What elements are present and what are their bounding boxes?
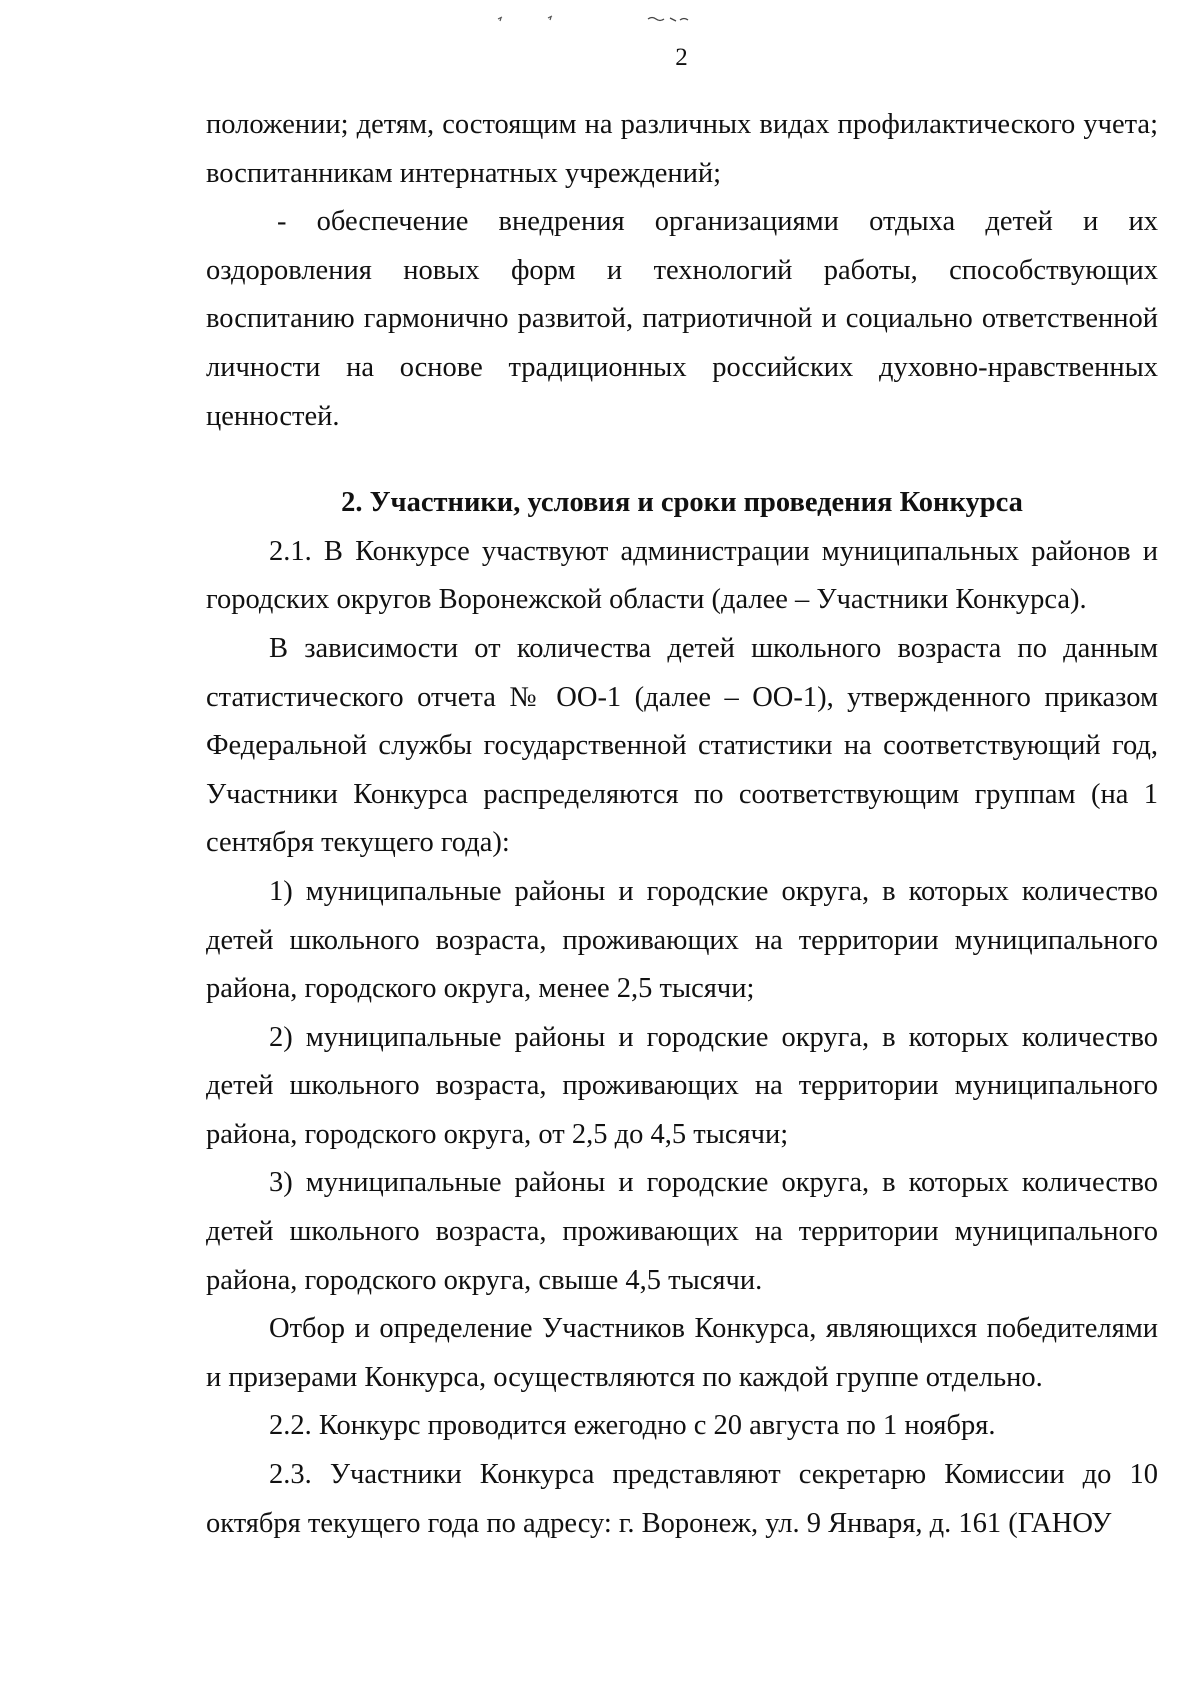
paragraph-groups-intro: В зависимости от количества детей школьного возраста по данным статистического отчета № ОО-1 (далее – ОО-1), утвержденного приказом Федеральной службы государственной статистики на соответствующий год, Участники Конкурса распределяются по соответствующим группам (на 1 сентября текущего года): — [206, 632, 1158, 859]
list-item-group-2: 2) муниципальные районы и городские округа, в которых количество детей школьного возраста, проживающих на территории муниципального района, городского округа, от 2,5 до 4,5 тысячи; — [206, 1021, 1158, 1150]
page-number: 2 — [675, 44, 688, 71]
list-item-group-3: 3) муниципальные районы и городские округа, в которых количество детей школьного возраста, проживающих на территории муниципального района, городского округа, свыше 4,5 тысячи. — [206, 1167, 1158, 1296]
paragraph-2-2: 2.2. Конкурс проводится ежегодно с 20 августа по 1 ноября. — [269, 1410, 996, 1442]
section-heading: 2. Участники, условия и сроки проведения Конкурса — [341, 487, 1023, 519]
list-item-group-1: 1) муниципальные районы и городские округа, в которых количество детей школьного возраста, проживающих на территории муниципального района, городского округа, менее 2,5 тысячи; — [206, 875, 1158, 1005]
list-item-dash: - обеспечение внедрения организациями отдыха детей и их оздоровления новых форм и технологий работы, способствующих воспитанию гармонично развитой, патриотичной и социально ответственной личности на основе традиционных российских духовно-нравственных ценностей. — [206, 206, 1158, 432]
paragraph-selection: Отбор и определение Участников Конкурса, являющихся победителями и призерами Конкурса, осуществляются по каждой группе отдельно. — [206, 1313, 1158, 1393]
paragraph-continuation: положении; детям, состоящим на различных видах профилактического учета; воспитанникам интернатных учреждений; — [206, 109, 1158, 189]
paragraph-2-1: 2.1. В Конкурсе участвуют администрации муниципальных районов и городских округов Воронежской области (далее – Участники Конкурса). — [206, 535, 1158, 616]
document-body — [206, 101, 1158, 1548]
scan-artifact-marks — [480, 12, 720, 28]
paragraph-2-3: 2.3. Участники Конкурса представляют секретарю Комиссии до 10 октября текущего года по адресу: г. Воронеж, ул. 9 Января, д. 161 (ГАНОУ — [206, 1459, 1158, 1539]
